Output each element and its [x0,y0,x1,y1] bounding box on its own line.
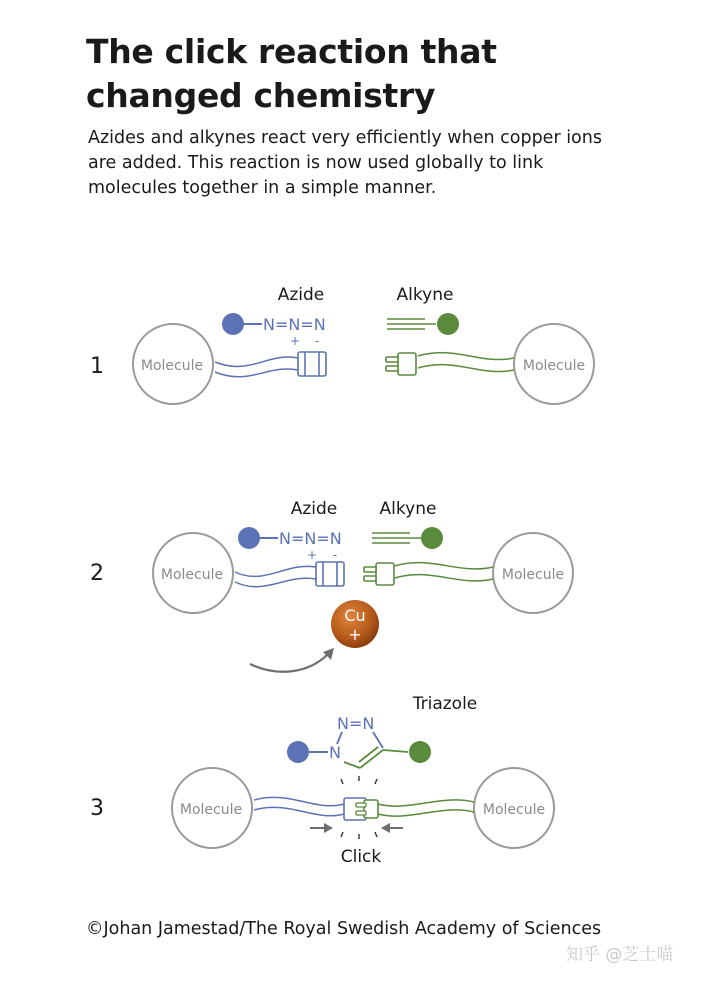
step-1-azide-label: Azide [277,285,325,305]
step-2-number: 2 [90,561,104,586]
triazole-ring-top: N=N [337,714,375,733]
step-2-left-molecule-label: Molecule [160,567,224,583]
copper-arrow [250,648,334,672]
step-2 [90,499,573,672]
step-1 [90,285,594,404]
step-1-azide-buckle [298,352,326,376]
watermark: 知乎 @芝士喵 [566,945,674,965]
step-2-alkyne-atom [421,527,443,549]
step-1-number: 1 [90,354,104,379]
step-1-alkyne-tether [418,353,514,372]
step-2-charge-minus: - [332,548,338,562]
step-2-azide-atom [238,527,260,549]
step-2-alkyne-buckle [364,563,394,585]
push-arrow-right [381,823,403,833]
step-3-left-molecule-label: Molecule [179,802,243,818]
joined-buckle [344,798,378,820]
subtitle-line-1: Azides and alkynes react very efficiently when copper ions [88,128,602,148]
step-2-azide-buckle [316,562,344,586]
subtitle-line-2: are added. This reaction is now used globally to link [88,153,544,173]
triazole-label: Triazole [412,694,478,714]
step-2-alkyne-triple-bond [372,533,421,543]
step-3-number: 3 [90,796,104,821]
credit: ©Johan Jamestad/The Royal Swedish Academy of Sciences [86,919,602,939]
step-3-alkyne-tether [378,800,474,816]
click-label: Click [340,847,382,867]
title-line-1: The click reaction that [86,32,497,71]
step-2-azide-label: Azide [290,499,338,519]
step-2-right-molecule-label: Molecule [501,567,565,583]
step-1-alkyne-atom [437,313,459,335]
step-1-left-molecule-label: Molecule [140,358,204,374]
step-1-alkyne-triple-bond [387,319,436,329]
step-2-charge-plus: + [306,548,318,562]
step-1-charge-plus: + [289,334,301,348]
triazole-alkyne-atom [409,741,431,763]
step-1-alkyne-label: Alkyne [396,285,454,305]
step-3-azide-tether [254,797,344,815]
step-1-azide-atom [222,313,244,335]
triazole-azide-atom [287,741,309,763]
copper-symbol: Cu [344,606,366,625]
step-3-right-molecule-label: Molecule [482,802,546,818]
triazole-ring-n: N [329,743,341,762]
triazole-ring-bonds [337,732,408,768]
step-2-azide-formula: N=N=N [279,529,342,548]
step-1-charge-minus: - [314,334,320,348]
step-3 [90,694,554,867]
push-arrow-left [310,823,333,833]
step-2-azide-tether [235,566,316,586]
step-1-right-molecule-label: Molecule [522,358,586,374]
subtitle-line-3: molecules together in a simple manner. [88,178,437,198]
title-line-2: changed chemistry [86,76,436,115]
copper-charge: + [348,625,362,644]
step-1-alkyne-buckle [386,353,416,375]
step-1-azide-formula: N=N=N [263,315,326,334]
step-1-azide-tether [215,357,298,377]
step-2-alkyne-tether [395,563,493,581]
step-2-alkyne-label: Alkyne [379,499,437,519]
